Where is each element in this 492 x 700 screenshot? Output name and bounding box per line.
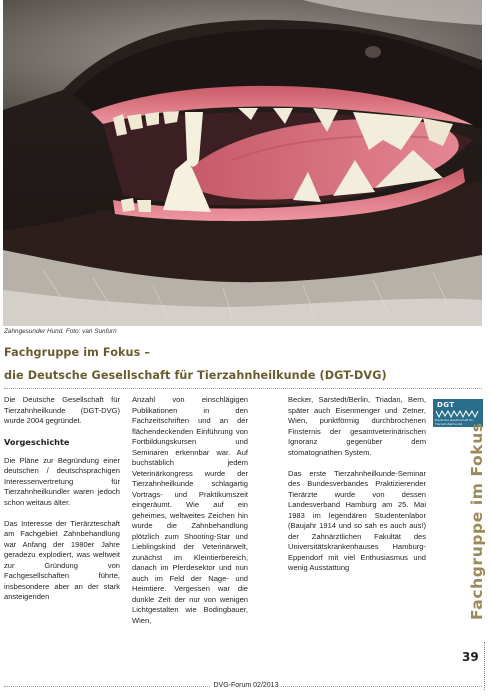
article-kicker: Fachgruppe im Fokus –	[4, 346, 151, 359]
footer-text: DVG-Forum 02/2013	[211, 682, 282, 689]
text-column-2	[132, 395, 248, 637]
logo-subtext: Deutsche Gesellschaft für Tierzahnheilkunde	[435, 418, 474, 426]
body-paragraph: Die Pläne zur Begründung einer deutschen / deutschsprachigen Interessenvertretung für Tierzahnheilkundler waren jedoch schon weitaus älter.	[4, 455, 120, 507]
body-paragraph: Becker, Sarstedt/Berlin, Triadan, Bern, später auch Eisenmenger und Zetner, Wien, punktförmig durchbrochenen Finsternis der gesamtveterinärischen Ignoranz gegenüber dem stomatognathen System.	[288, 395, 426, 457]
text-column-1	[4, 395, 120, 613]
footer	[0, 682, 492, 689]
title-divider	[4, 388, 482, 389]
text-column-3	[288, 395, 426, 584]
body-paragraph: Das Interesse der Tierärzteschaft am Fachgebiet Zahnbehandlung war Anfang der 1980er Jahre geradezu explodiert, was weltweit zur Gründung von Fachgesellschaften führte, insbesondere aber an der stark ansteigenden	[4, 518, 120, 601]
logo-teeth-icon	[435, 410, 481, 418]
body-paragraph: Anzahl von einschlägigen Publikationen in den Fachzeitschriften und an der flächendeckenden Einführung von Fortbildungskursen und Seminaren erkennbar war. Auf buchstäblich jedem Veterinärkongress wurde der Tierzahnheilkunde schlagartig Vortrags- und Praktikumszeit eingeräumt. Wie auf ein geheimes, weltweites Zeichen hin wurde die Zahnbehandlung plötzlich zum Shooting-Star und Lieblingskind der Veterinärwelt, zunächst im Kleintierbereich, danach im Pferdesektor und nun auch im Feld der Nage- und Heimtiere. Vergessen war die dunkle Zeit der nur von wenigen Lichtgestalten wie Bodingbauer, Wien,	[132, 395, 248, 625]
dog-teeth-illustration	[3, 0, 482, 326]
photo-caption: Zahngesunder Hund. Foto: van Sunfurn	[4, 328, 117, 335]
intro-paragraph: Die Deutsche Gesellschaft für Tierzahnheilkunde (DGT-DVG) wurde 2004 gegründet.	[4, 395, 120, 425]
dog-teeth-photo	[3, 0, 482, 326]
section-heading: Vorgeschichte	[4, 437, 70, 447]
section-vertical-title: Fachgruppe im Fokus	[468, 422, 486, 620]
logo-text: DGT	[437, 401, 455, 409]
article-title: die Deutsche Gesellschaft für Tierzahnheilkunde (DGT-DVG)	[4, 369, 387, 382]
body-paragraph: Das erste Tierzahnheilkunde-Seminar des Bundesverbandes Praktizierender Tierärzte wurde von dessen Landesverband Hamburg am 25. Mai 1983 im legendären Studentenlabor (Baujahr 1914 und so sah es auch aus!) der Zahnärztlichen Fakultät des Universitätskrankenhauses Hamburg-Eppendorf mit viel Enthusiasmus und wenig Ausstattung	[288, 468, 426, 572]
page-number: 39	[462, 650, 479, 664]
